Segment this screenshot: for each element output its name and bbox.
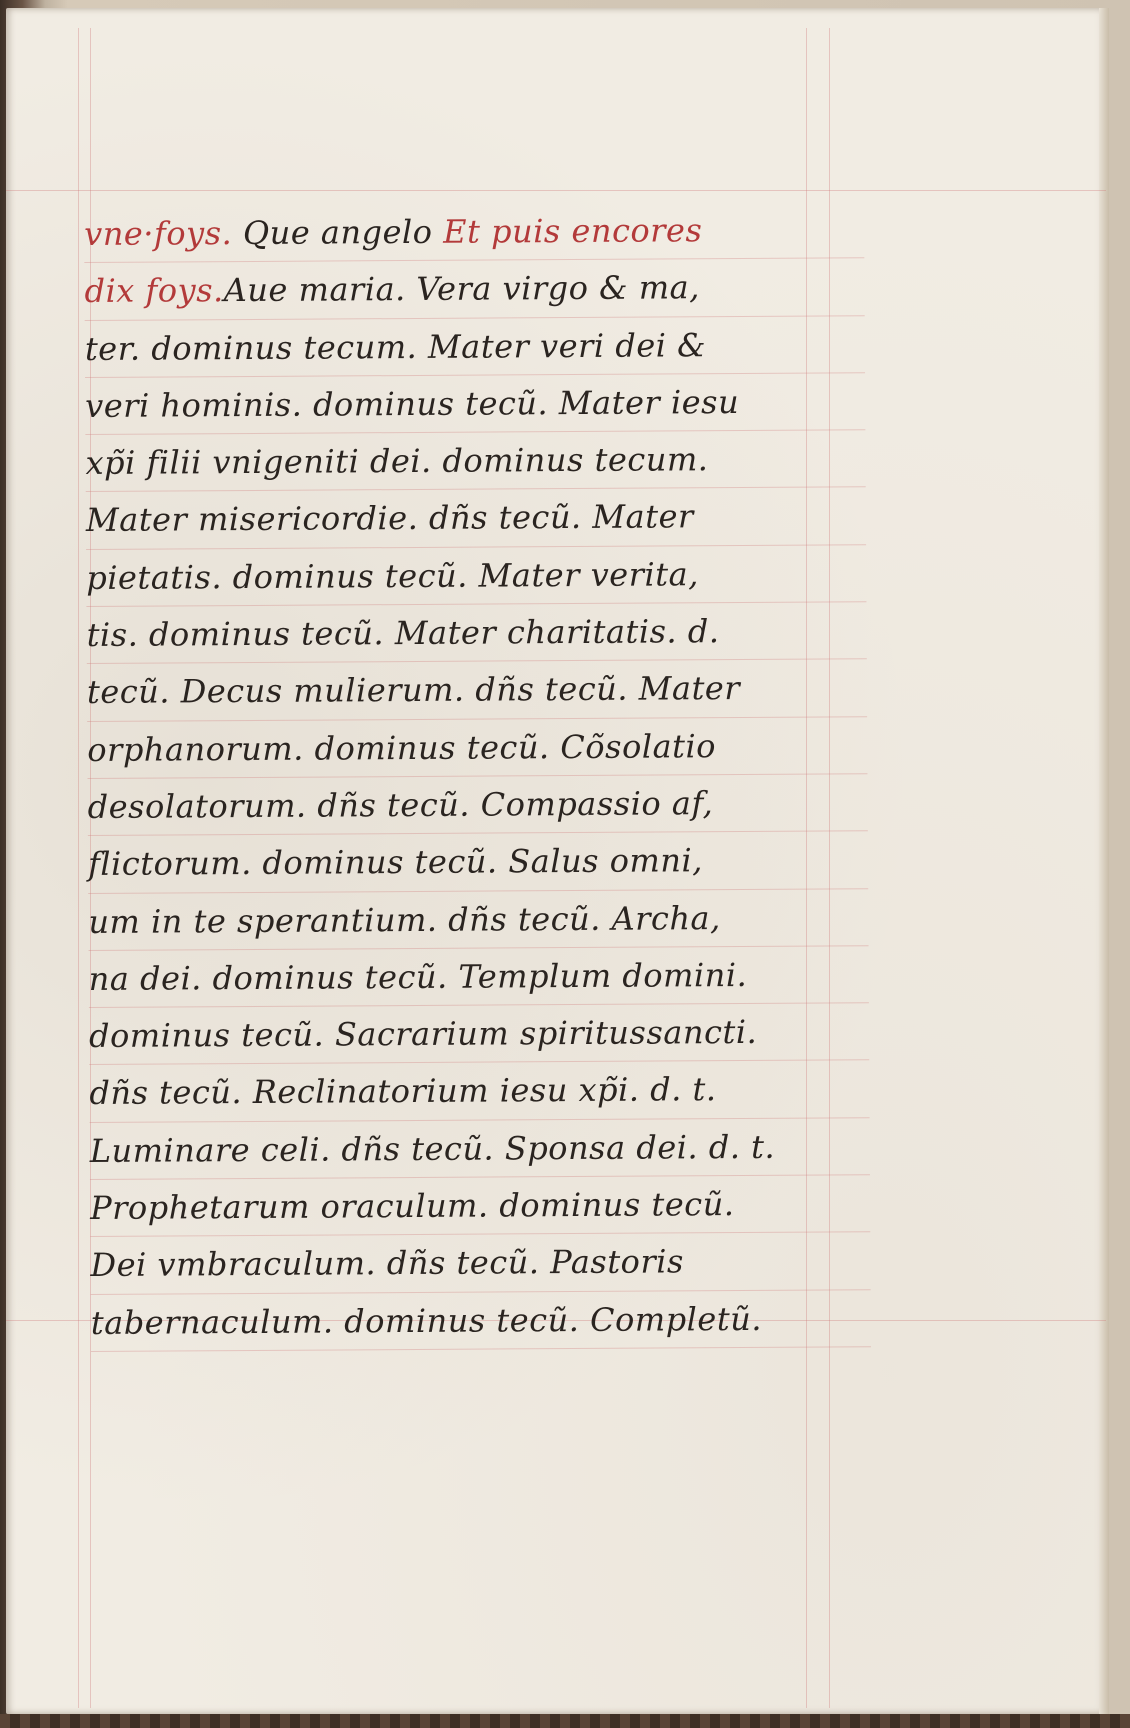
- text-line: [90, 1175, 870, 1237]
- ruling-line-top: [6, 190, 1106, 191]
- line-text: Luminare celi. dñs tecũ. Sponsa dei. d. t.: [89, 1127, 776, 1170]
- text-line: [85, 373, 865, 435]
- text-line: [85, 316, 865, 378]
- line-text: Dei vmbraculum. dñs tecũ. Pastoris: [90, 1242, 684, 1285]
- line-text: Prophetarum oraculum. dominus tecũ.: [90, 1185, 735, 1228]
- line-text: dominus tecũ. Sacrarium spiritussancti.: [88, 1013, 758, 1056]
- line-text: tis. dominus tecũ. Mater charitatis. d.: [86, 612, 720, 655]
- text-line: [90, 1233, 870, 1295]
- text-line: [91, 1290, 871, 1352]
- line-text: dñs tecũ. Reclinatorium iesu xp̃i. d. t.: [89, 1070, 717, 1113]
- text-line: [88, 889, 868, 951]
- line-text: pietatis. dominus tecũ. Mater verita,: [86, 555, 699, 597]
- line-text: orphanorum. dominus tecũ. Cõsolatio: [87, 726, 717, 769]
- text-line: [88, 774, 868, 836]
- text-line: [84, 201, 864, 263]
- text-line: [88, 831, 868, 893]
- line-text: Aue maria. Vera virgo & ma,: [223, 268, 700, 310]
- line-text: tabernaculum. dominus tecũ. Completũ.: [90, 1299, 763, 1342]
- line-text: tecũ. Decus mulierum. dñs tecũ. Mater: [86, 669, 741, 712]
- line-text: um in te sperantium. dñs tecũ. Archa,: [88, 898, 721, 941]
- line-text: na dei. dominus tecũ. Templum domini.: [88, 955, 748, 998]
- line-text: xp̃i filii vnigeniti dei. dominus tecum.: [85, 440, 709, 483]
- rubric-text: Et puis encores: [443, 211, 703, 251]
- text-line: [86, 488, 866, 550]
- line-text: Mater misericordie. dñs tecũ. Mater: [85, 497, 694, 540]
- line-text: ter. dominus tecum. Mater veri dei &: [84, 325, 707, 368]
- text-line: [87, 717, 867, 779]
- binding-bottom-edge: [0, 1714, 1130, 1728]
- rubric-text: vne·foys.: [84, 214, 233, 253]
- line-text: flictorum. dominus tecũ. Salus omni,: [87, 841, 703, 884]
- text-line: [84, 259, 864, 321]
- page-fore-edge: [1099, 8, 1109, 1714]
- text-line: [86, 545, 866, 607]
- ruling-line-left: [78, 28, 79, 1708]
- line-text: desolatorum. dñs tecũ. Compassio af,: [87, 784, 714, 826]
- line-text: Que angelo: [232, 212, 444, 253]
- text-line: [89, 1061, 869, 1123]
- rubric-text: dix foys.: [84, 271, 224, 311]
- text-line: [87, 660, 867, 722]
- text-line: [90, 1118, 870, 1180]
- text-line: [89, 1003, 869, 1065]
- text-block: [84, 201, 871, 1352]
- line-text: veri hominis. dominus tecũ. Mater iesu: [85, 382, 740, 425]
- manuscript-page: [6, 8, 1109, 1714]
- text-line: [89, 946, 869, 1008]
- text-line: [86, 602, 866, 664]
- text-line: [85, 430, 865, 492]
